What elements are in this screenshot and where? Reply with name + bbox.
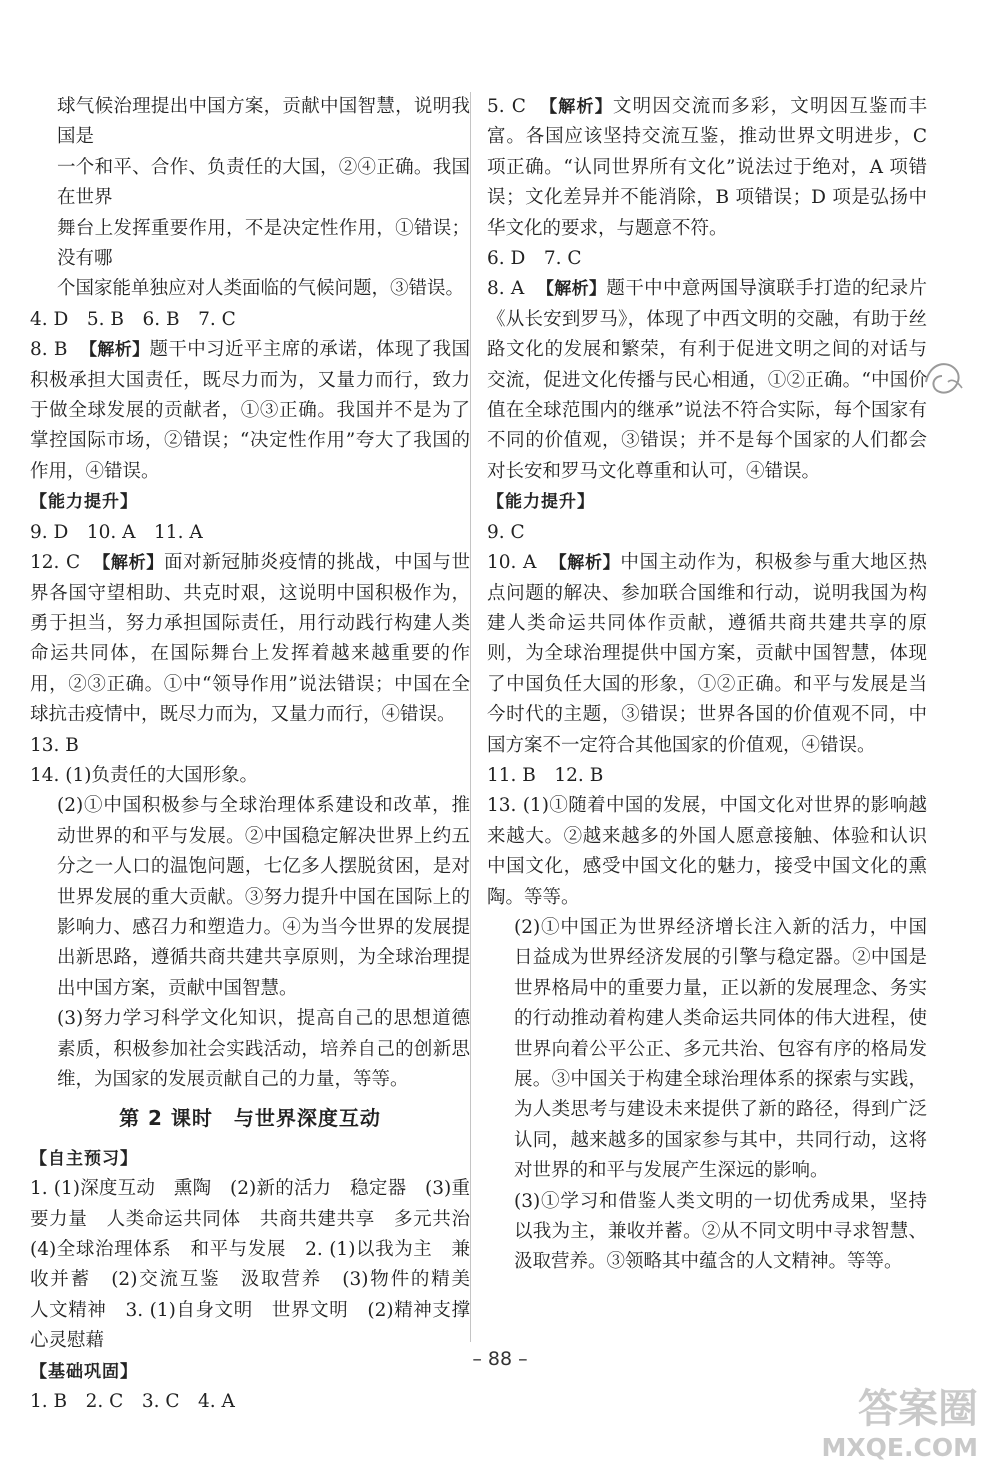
preview-answers: 1. (1)深度互动 熏陶 (2)新的活力 稳定器 (3)重要力量 人类命运共同体 共商共建共享 多元共治 (4)全球治理体系 和平与发展 2. (1)以我为主 兼收并蓄 (2)交流互鉴 汲取营养 (3)物件的精美 人文精神 3. (1)自身文明 世界文明 (2)精神支撑 心灵慰藉 [30, 1178, 489, 1352]
answers-6-to-7: 6. D 7. C [487, 248, 582, 270]
lesson-title: 第 2 课时 与世界深度互动 [119, 1106, 381, 1131]
answer-13-part-3: (3)①学习和借鉴人类文明的一切优秀成果，坚持以我为主，兼收并蓄。②从不同文明中寻求智慧、汲取营养。③领略其中蕴含的人文精神。等等。 [514, 1190, 927, 1273]
watermark-url-text: MXQE.COM [821, 1433, 978, 1462]
answer-8-explanation: 题干中中意两国导演联手打造的纪录片《从长安到罗马》，体现了中西文明的交融，有助于丝路文化的发展和繁荣，有利于促进文明之间的对话与交流，促进文化传播与民心相通，①②正确。“中国价值在全球范围内的继承”说法不符合实际，每个国家有不同的价值观，③错误；并不是每个国家的人们都会对长安和罗马文化尊重和认可，④错误。 [487, 278, 927, 482]
answer-14-part-1: 14. (1)负责任的大国形象。 [30, 764, 259, 786]
answer-12-explanation: 面对新冠肺炎疫情的挑战，中国与世界各国守望相助、共克时艰，这说明中国积极作为，勇于担当，努力承担国际责任，用行动践行构建人类命运共同体，在国际舞台上发挥着越来越重要的作用，②③正确。①中“领导作用”说法错误；中国在全球抗击疫情中，既尽力而为，又量力而行，④错误。 [30, 552, 470, 726]
answers-11-to-12: 11. B 12. B [487, 764, 604, 786]
page-number: – 88 – [472, 1348, 528, 1370]
answer-8-number: 8. B [30, 339, 68, 361]
left-column [30, 92, 489, 1417]
right-column [487, 92, 927, 1278]
section-heading-zizhu: 【自主预习】 [30, 1148, 138, 1169]
section-heading-nengli: 【能力提升】 [30, 492, 138, 513]
answer-13-part-1: 13. (1)①随着中国的发展，中国文化对世界的影响越来越大。②越来越多的外国人愿意接触、体验和认识中国文化，感受中国文化的魅力，接受中国文化的熏陶。等等。 [487, 795, 927, 908]
answer-8 [487, 274, 927, 487]
answers-4-to-7: 4. D 5. B 6. B 7. C [30, 308, 236, 330]
analysis-tag: 【解析】 [536, 279, 607, 300]
answer-10-number: 10. A [487, 552, 537, 574]
column-divider [470, 92, 471, 1342]
answer-12 [30, 548, 470, 730]
handwritten-mark-icon [918, 352, 970, 404]
answer-10-explanation: 中国主动作为，积极参与重大地区热点问题的解决、参加联合国维和行动，说明我国为构建人类命运共同体作贡献，遵循共商共建共享的原则，为全球治理提供中国方案，贡献中国智慧，体现了中国负任大国的形象，①②正确。和平与发展是当今时代的主题，③错误；世界各国的价值观不同，中国方案不一定符合其他国家的价值观，④错误。 [487, 552, 927, 756]
answer-12-number: 12. C [30, 552, 81, 574]
answer-14-part-2: (2)①中国积极参与全球治理体系建设和改革，推动世界的和平与发展。②中国稳定解决世界上约五分之一人口的温饱问题，七亿多人摆脱贫困，是对世界发展的重大贡献。③努力提升中国在国际上的影响力、感召力和塑造力。④为当今世界的发展提出新思路，遵循共商共建共享原则，为全球治理提出中国方案，贡献中国智慧。 [57, 795, 470, 999]
answer-9: 9. C [487, 521, 525, 543]
analysis-tag: 【解析】 [93, 553, 164, 574]
watermark-chinese-text: 答案圈 [858, 1386, 978, 1432]
answer-10 [487, 548, 927, 761]
answer-14-part-3: (3)努力学习科学文化知识，提高自己的思想道德素质，积极参加社会实践活动，培养自己的创新思维，为国家的发展贡献自己的力量，等等。 [57, 1008, 470, 1090]
section-heading-jichu: 【基础巩固】 [30, 1361, 138, 1382]
section-heading-nengli: 【能力提升】 [487, 492, 595, 513]
continued-answer-line-3: 舞台上发挥重要作用，不是决定性作用，①错误；没有哪 [57, 217, 470, 270]
answer-8-number: 8. A [487, 278, 525, 300]
continued-answer-line-2: 一个和平、合作、负责任的大国，②④正确。我国在世界 [57, 156, 470, 209]
answer-5-number: 5. C [487, 96, 526, 117]
answer-5 [487, 92, 927, 244]
continued-answer-line-1: 球气候治理提出中国方案，贡献中国智慧，说明我国是 [57, 96, 470, 148]
analysis-tag: 【解析】 [549, 553, 621, 574]
continued-answer-line-4: 个国家能单独应对人类面临的气候问题，③错误。 [57, 278, 465, 300]
basic-answers: 1. B 2. C 3. C 4. A [30, 1391, 235, 1413]
answer-5-explanation: 文明因交流而多彩，文明因互鉴而丰富。各国应该坚持交流互鉴，推动世界文明进步，C 项正确。“认同世界所有文化”说法过于绝对，A 项错误；文化差异并不能消除，B 项错误；D 项是弘扬中华文化的要求，与题意不符。 [487, 96, 928, 239]
analysis-tag: 【解析】 [80, 340, 150, 361]
answer-8-explanation: 题干中习近平主席的承诺，体现了我国积极承担大国责任，既尽力而为，又量力而行，致力于做全球发展的贡献者，①③正确。我国并不是为了掌控国际市场，②错误；“决定性作用”夸大了我国的作用，④错误。 [30, 339, 470, 482]
answer-8 [30, 335, 470, 487]
watermark-logo [798, 1376, 988, 1464]
answer-13: 13. B [30, 734, 79, 756]
answer-13-part-2: (2)①中国正为世界经济增长注入新的活力，中国日益成为世界经济发展的引擎与稳定器。②中国是世界格局中的重要力量，正以新的发展理念、务实的行动推动着构建人类命运共同体的伟大进程，使世界向着公平公正、多元共治、包容有序的格局发展。③中国关于构建全球治理体系的探索与实践，为人类思考与建设未来提供了新的路径，得到广泛认同，越来越多的国家参与其中，共同行动，这将对世界的和平与发展产生深远的影响。 [514, 916, 927, 1182]
analysis-tag: 【解析】 [540, 97, 613, 117]
answers-9-to-11: 9. D 10. A 11. A [30, 521, 203, 543]
